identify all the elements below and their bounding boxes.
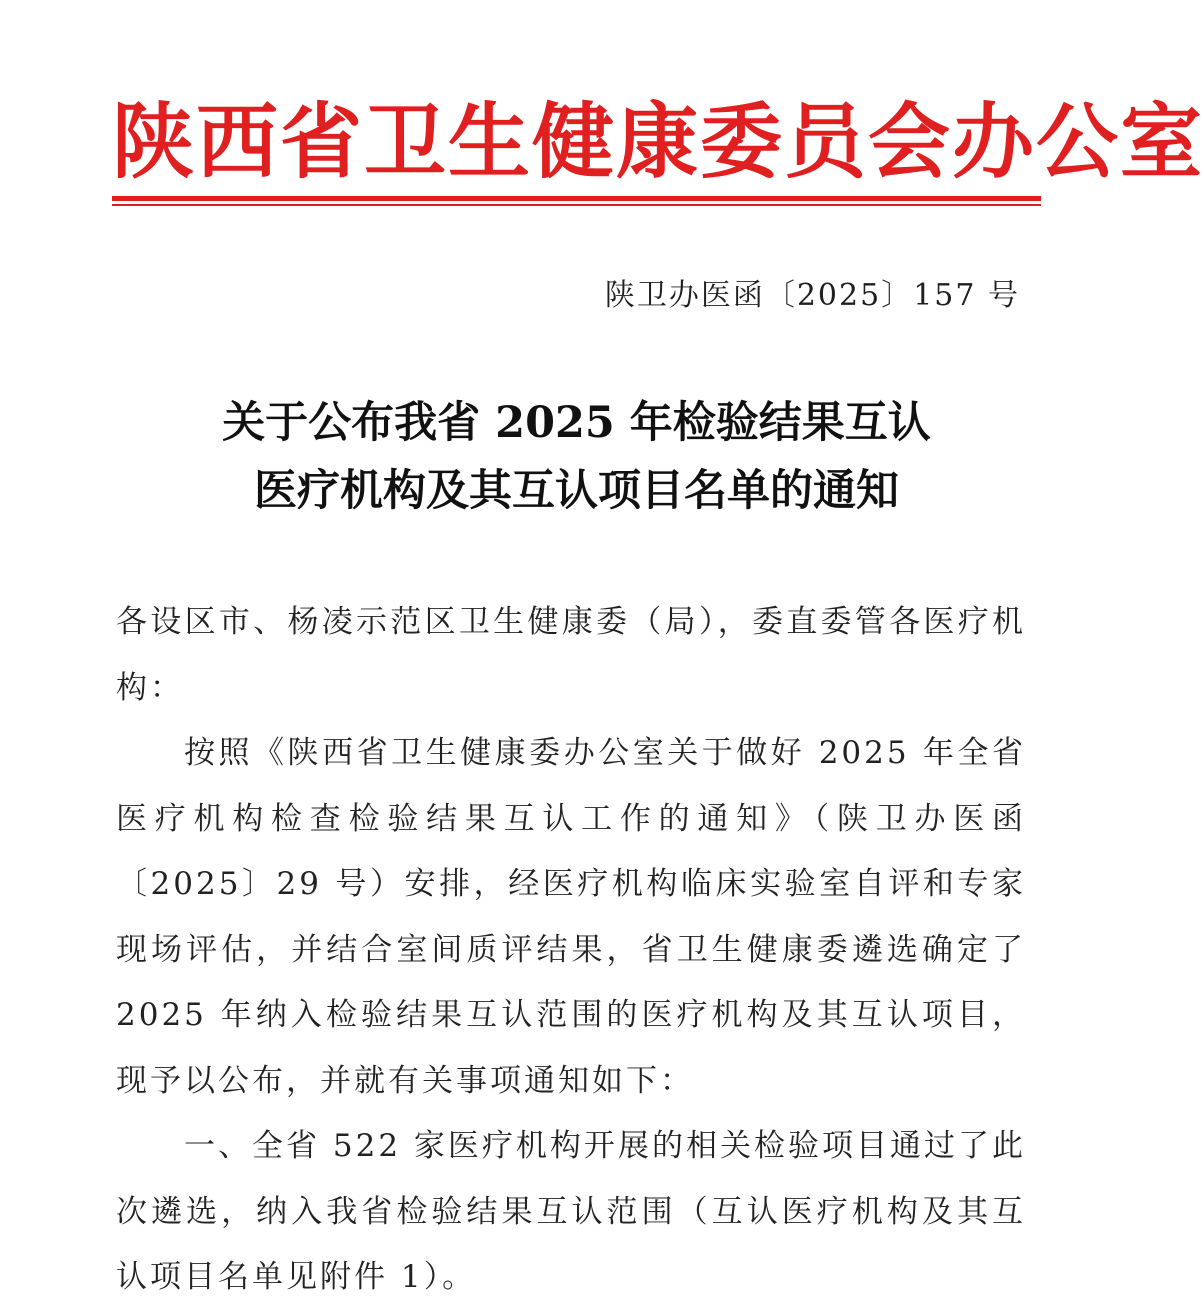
body-paragraph-2: 一、全省 522 家医疗机构开展的相关检验项目通过了此次遴选，纳入我省检验结果互认范围（互认医疗机构及其互认项目名单见附件 1）。 — [116, 1128, 1026, 1295]
red-divider-line-thin — [112, 204, 1041, 206]
issuer-masthead: 陕西省卫生健康委员会办公室 — [112, 94, 1204, 190]
document-title-line-1: 关于公布我省 2025 年检验结果互认 — [222, 398, 931, 448]
red-divider-line — [112, 196, 1041, 201]
body-paragraph-1: 按照《陕西省卫生健康委办公室关于做好 2025 年全省医疗机构检查检验结果互认工作的通知》（陕卫办医函〔2025〕29 号）安排，经医疗机构临床实验室自评和专家现场评估，并结合室间质评结果，省卫生健康委遴选确定了 2025 年纳入检验结果互认范围的医疗机构及其互认项目，现予以公布，并就有关事项通知如下： — [116, 735, 1026, 1099]
salutation: 各设区市、杨凌示范区卫生健康委（局），委直委管各医疗机构： — [116, 604, 1026, 706]
document-body — [116, 590, 1026, 1311]
document-title-line-2: 医疗机构及其互认项目名单的通知 — [254, 466, 899, 516]
document-number: 陕卫办医函〔2025〕157 号 — [604, 278, 1020, 313]
